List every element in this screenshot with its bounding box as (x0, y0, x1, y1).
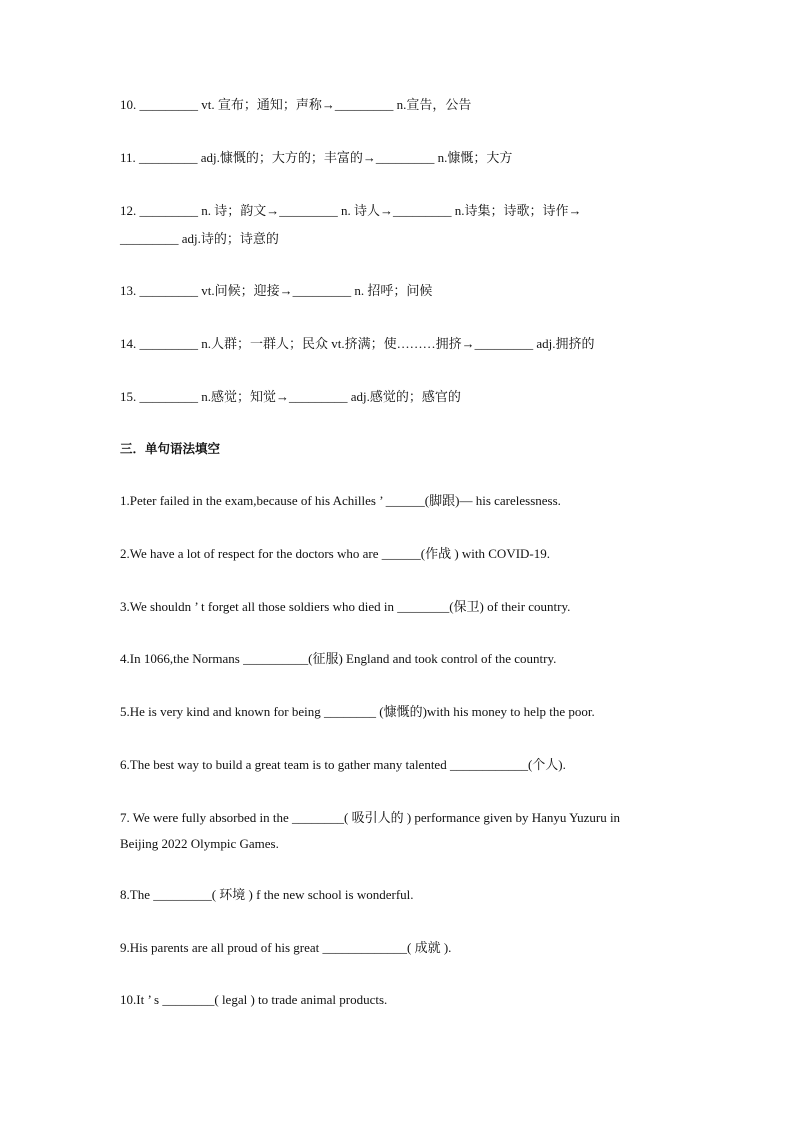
grammar-item-9: 9.His parents are all proud of his great _____________( 成就 ). (120, 940, 452, 955)
vocab-item-14: 14. _________ n.人群；一群人；民众 vt.挤满；使………拥挤→_________ adj.拥挤的 (120, 336, 595, 351)
vocab-item-12-continued: _________ adj.诗的；诗意的 (120, 231, 279, 246)
grammar-item-4: 4.In 1066,the Normans __________(征服) England and took control of the country. (120, 651, 557, 666)
vocab-item-13: 13. _________ vt.问候；迎接→_________ n. 招呼；问候 (120, 283, 433, 298)
section-title: 三．单句语法填空 (120, 441, 221, 456)
vocab-item-10: 10. _________ vt. 宣布；通知；声称→_________ n.宣告，公告 (120, 97, 472, 112)
grammar-item-10: 10.It ’ s ________( legal ) to trade animal products. (120, 992, 388, 1007)
grammar-item-1: 1.Peter failed in the exam,because of his Achilles ’ ______(脚跟)— his carelessness. (120, 493, 561, 508)
grammar-item-5: 5.He is very kind and known for being ________ (慷慨的)with his money to help the poor. (120, 704, 595, 719)
grammar-item-3: 3.We shouldn ’ t forget all those soldiers who died in ________(保卫) of their country. (120, 599, 571, 614)
grammar-item-7: 7. We were fully absorbed in the ________( 吸引人的 ) performance given by Hanyu Yuzuru in (120, 810, 621, 825)
grammar-item-2: 2.We have a lot of respect for the doctors who are ______(作战 ) with COVID-19. (120, 546, 551, 561)
grammar-item-7-continued: Beijing 2022 Olympic Games. (120, 836, 279, 851)
grammar-item-8: 8.The _________( 环境 ) f the new school is wonderful. (120, 887, 414, 902)
grammar-item-6: 6.The best way to build a great team is to gather many talented ____________(个人). (120, 757, 566, 772)
vocab-item-11: 11. _________ adj.慷慨的；大方的；丰富的→_________ n.慷慨；大方 (120, 150, 513, 165)
vocab-item-15: 15. _________ n.感觉；知觉→_________ adj.感觉的；感官的 (120, 389, 461, 404)
vocab-item-12: 12. _________ n. 诗；韵文→_________ n. 诗人→_________ n.诗集；诗歌；诗作→ (120, 203, 582, 218)
